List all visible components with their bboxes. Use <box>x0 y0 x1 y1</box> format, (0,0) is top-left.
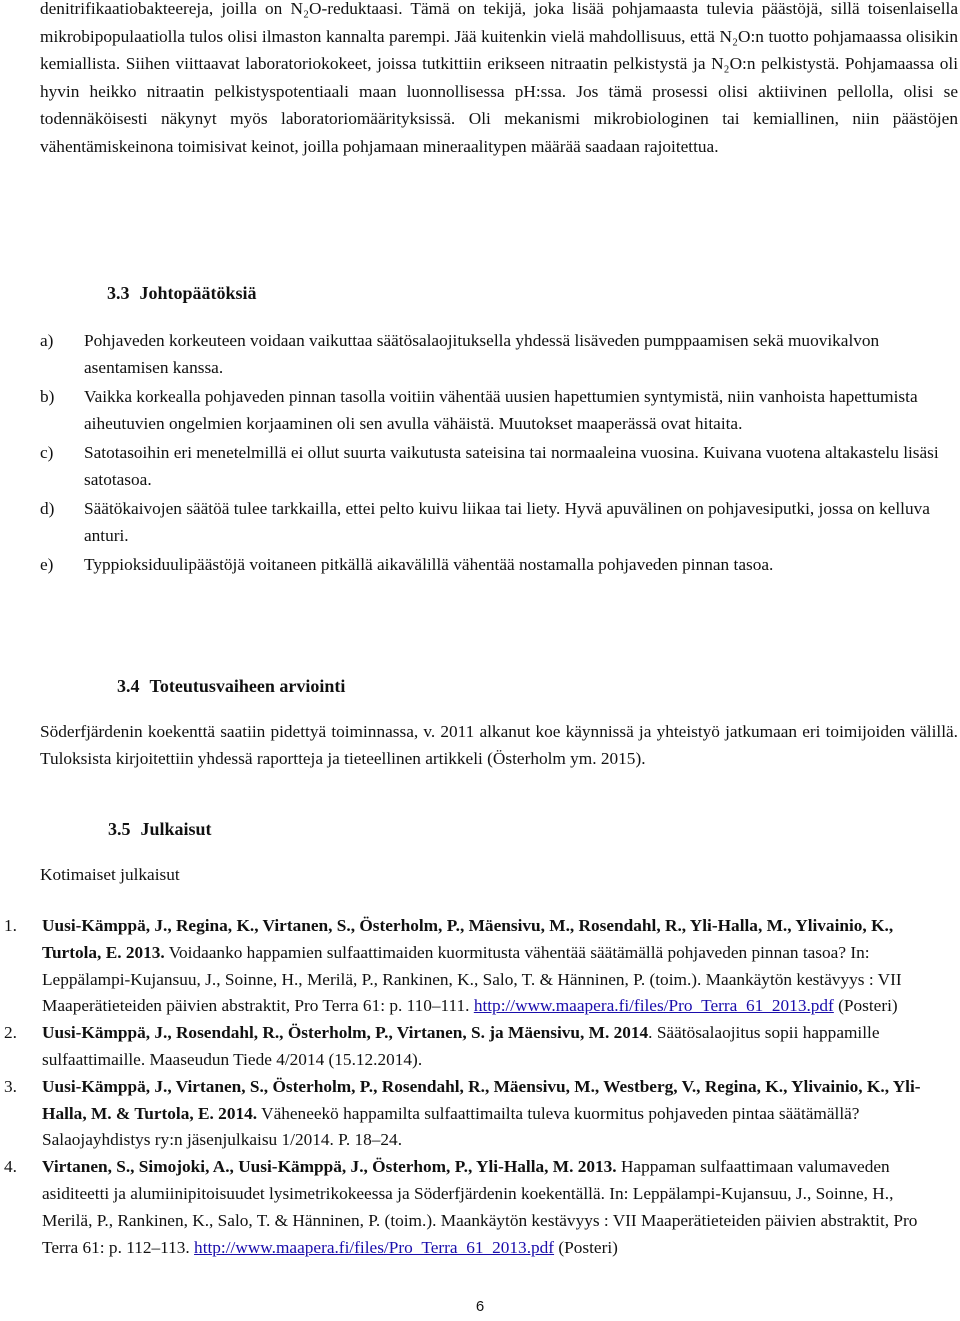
section-3-5-heading <box>108 819 212 840</box>
item-label: c) <box>40 443 54 462</box>
section-title: Toteutusvaiheen arviointi <box>149 676 346 696</box>
reference-text: Voidaanko happamien sulfaattimaiden kuormitusta vähentää säätämällä pohjaveden pinnan tasoa? In: Leppälampi-Kujansuu, J., Soinne, H., Merilä, P., Rankinen, K., Salo, T. & Hänninen, P. (toim.). Maankäytön kestävyys : VII Maaperätieteiden päivien abstraktit, Pro Terra 61: p. 110–111. <box>42 942 902 1016</box>
item-label: b) <box>40 387 55 406</box>
references-list <box>0 913 930 1261</box>
section-title: Johtopäätöksiä <box>139 283 257 303</box>
intro-paragraph: denitrifikaatiobakteereja, joilla on N₂O-reduktaasi. Tämä on tekijä, joka lisää pohjamaasta tulevia päästöjä, sillä toisenlaisella mikrobipopulaatiolla tulos olisi ilmaston kannalta parempi. Jää kuitenkin vielä mahdollisuus, että N₂O:n tuotto pohjamaassa olisikin kemiallista. Siihen viittaavat laboratoriokokeet, joissa tutkittiin erikseen nitraatin pelkistystä ja N₂O:n pelkistystä. Pohjamaassa oli hyvin heikko nitraatin pelkistyspotentiaali maan luonnollisessa pH:ssa. Jos tämä prosessi olisi aktiivinen pellolla, olisi se todennäköisesti näkynyt myös laboratoriomäärityksissä. Oli mekanismi mikrobiologinen tai kemiallinen, niin päästöjen vähentämiskeinona toimisivat keinot, joilla pohjamaan mineraalitypen määrää saadaan rajoitettua. <box>40 0 958 156</box>
reference-item <box>0 1020 930 1074</box>
reference-link[interactable]: http://www.maapera.fi/files/Pro_Terra_61_2013.pdf <box>473 996 834 1016</box>
reference-text: Happaman sulfaattimaan valumaveden asiditeetti ja alumiinipitoisuudet lysimetrikokeessa ja Söderfjärdenin koekentällä. In: Leppälampi-Kujansuu, J., Soinne, H., Merilä, P., Rankinen, K., Salo, T. & Hänninen, P. (toim.). Maankäytön kestävyys : VII Maaperätieteiden päivien abstraktit, Pro Terra 61: p. 112–113. <box>42 1157 918 1257</box>
conclusion-item <box>40 496 940 549</box>
reference-link[interactable]: http://www.maapera.fi/files/Pro_Terra_61_2013.pdf <box>194 1237 555 1257</box>
reference-authors: Uusi-Kämppä, J., Rosendahl, R., Österholm, P., Virtanen, S. ja Mäensivu, M. 2014 <box>42 1023 649 1043</box>
item-text: Vaikka korkealla pohjaveden pinnan tasolla voitiin vähentää uusien hapettumien syntymistä, niin vanhoista hapettumista aiheutuvien ongelmien korjaaminen oli sen avulla vähäistä. Muutokset maaperässä ovat hitaita. <box>84 387 918 433</box>
item-label: d) <box>40 499 55 518</box>
domestic-publications-subheading: Kotimaiset julkaisut <box>40 865 180 884</box>
reference-text: . Säätösalaojitus sopii happamille sulfaattimaille. Maaseudun Tiede 4/2014 (15.12.2014). <box>42 1023 880 1069</box>
section-3-4-heading <box>117 676 345 697</box>
section-number: 3.4 <box>117 676 140 696</box>
conclusion-item <box>40 328 940 381</box>
section-3-4-paragraph: Söderfjärdenin koekenttä saatiin pidettyä toiminnassa, v. 2011 alkanut koe käynnissä ja yhteistyö jatkumaan eri toimijoiden välillä. Tuloksista kirjoitettiin yhdessä raportteja ja tieteellinen artikkeli (Österholm ym. 2015). <box>40 722 958 768</box>
reference-item <box>0 1154 930 1261</box>
item-label: a) <box>40 331 54 350</box>
page-number: 6 <box>475 1298 485 1315</box>
reference-suffix: (Posteri) <box>554 1237 618 1257</box>
section-number: 3.3 <box>107 283 130 303</box>
item-text: Pohjaveden korkeuteen voidaan vaikuttaa säätösalaojituksella yhdessä lisäveden pumppaamisen sekä muovikalvon asentamisen kanssa. <box>84 331 880 377</box>
reference-authors: Uusi-Kämppä, J., Virtanen, S., Österholm, P., Rosendahl, R., Mäensivu, M., Westberg, V., Regina, K., Ylivainio, K., Yli-Halla, M. & Turtola, E. 2014. <box>42 1076 921 1123</box>
reference-authors: Uusi-Kämppä, J., Regina, K., Virtanen, S., Österholm, P., Mäensivu, M., Rosendahl, R., Yli-Halla, M., Ylivainio, K., Turtola, E. 2013. <box>42 916 894 962</box>
reference-number: 3. <box>4 1076 17 1096</box>
section-title: Julkaisut <box>140 819 212 839</box>
conclusion-item <box>40 552 940 579</box>
reference-item <box>0 913 930 1020</box>
reference-number: 2. <box>4 1023 17 1043</box>
item-label: e) <box>40 555 54 574</box>
item-text: Typpioksiduulipäästöjä voitaneen pitkällä aikavälillä vähentää nostamalla pohjaveden pinnan tasoa. <box>84 555 774 574</box>
reference-authors: Virtanen, S., Simojoki, A., Uusi-Kämppä, J., Österhom, P., Yli-Halla, M. 2013. <box>42 1157 617 1177</box>
reference-suffix: (Posteri) <box>833 996 898 1016</box>
conclusion-item <box>40 384 940 437</box>
section-3-3-heading <box>107 283 257 304</box>
conclusion-item <box>40 440 940 493</box>
item-text: Säätökaivojen säätöä tulee tarkkailla, ettei pelto kuivu liikaa tai liety. Hyvä apuvälinen on pohjavesiputki, jossa on kelluva anturi. <box>84 499 930 545</box>
reference-text: Väheneekö happamilta sulfaattimailta tuleva kuormitus pohjaveden pintaa säätämällä? Salaojayhdistys ry:n jäsenjulkaisu 1/2014. P. 18–24. <box>42 1103 860 1150</box>
item-text: Satotasoihin eri menetelmillä ei ollut suurta vaikutusta sateisina tai normaaleina vuosina. Kuivana vuotena altakastelu lisäsi satotasoa. <box>84 443 939 489</box>
section-number: 3.5 <box>108 819 131 839</box>
reference-item <box>0 1074 930 1154</box>
reference-number: 1. <box>4 916 17 935</box>
conclusions-list <box>40 328 940 582</box>
reference-number: 4. <box>4 1157 17 1177</box>
